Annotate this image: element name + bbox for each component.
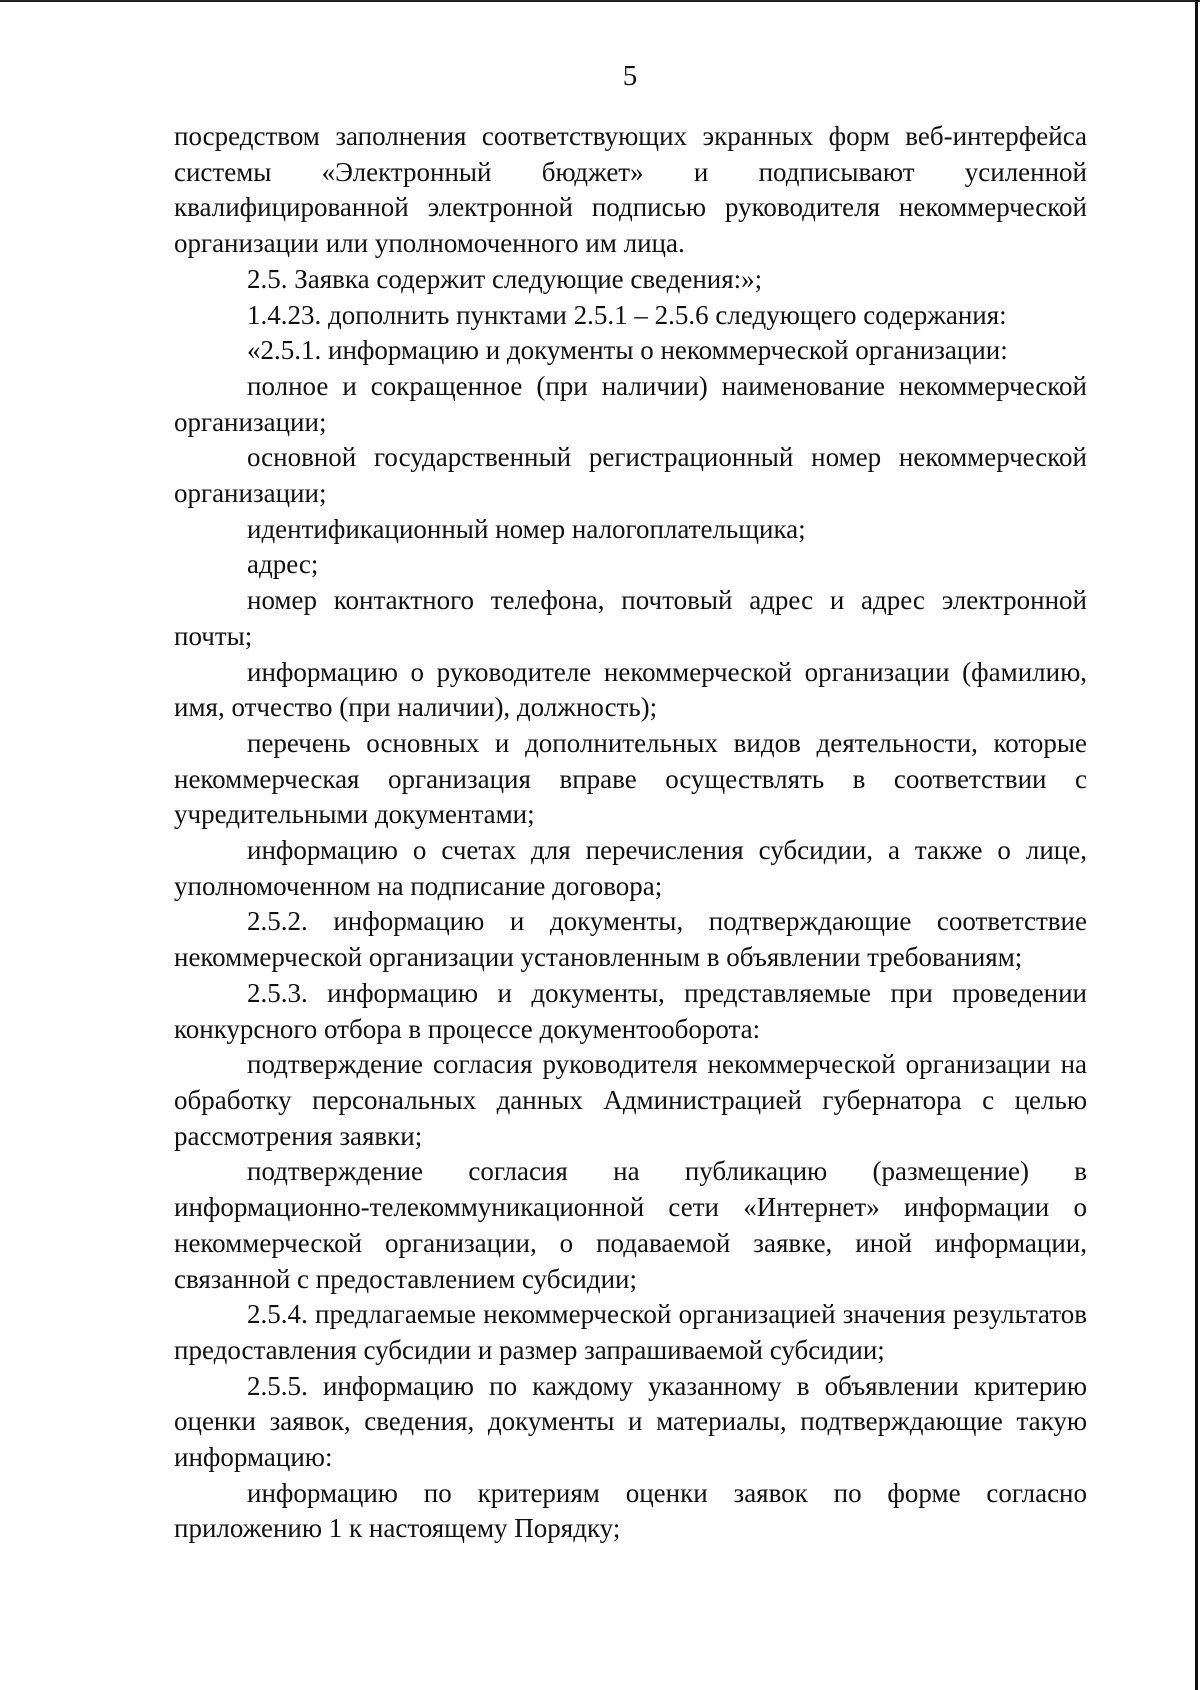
paragraph: полное и сокращенное (при наличии) наименование некоммерческой организации; <box>174 370 1087 437</box>
paragraph: посредством заполнения соответствующих экранных форм веб-интерфейса системы «Электронный бюджет» и подписывают усиленной квалифицированной электронной подписью руководителя некоммерческой организации или уполномоченного им лица. <box>174 121 1087 259</box>
scan-edge-top <box>0 0 1200 2</box>
scan-edge-right <box>1195 0 1198 1690</box>
paragraph: номер контактного телефона, почтовый адрес и адрес электронной почты; <box>174 585 1087 651</box>
paragraph: подтверждение согласия руководителя некоммерческой организации на обработку персональных данных Администрацией губернатора с целью рассмотрения заявки; <box>174 1049 1087 1151</box>
paragraph: 2.5.4. предлагаемые некоммерческой организацией значения результатов предоставления субсидии и размер запрашиваемой субсидии; <box>174 1299 1087 1365</box>
paragraph: адрес; <box>247 549 319 580</box>
paragraph: 2.5. Заявка содержит следующие сведения:»; <box>247 263 763 294</box>
paragraph: 2.5.5. информацию по каждому указанному в объявлении критерию оценки заявок, сведения, документы и материалы, подтверждающие такую информацию: <box>174 1370 1087 1473</box>
paragraph: перечень основных и дополнительных видов деятельности, которые некоммерческая организация вправе осуществлять в соответствии с учредительными документами; <box>174 727 1087 830</box>
paragraph: информацию о руководителе некоммерческой организации (фамилию, имя, отчество (при наличии), должность); <box>174 656 1087 723</box>
paragraph: подтверждение согласия на публикацию (размещение) в информационно-телекоммуникационной сети «Интернет» информации о некоммерческой организации, о подаваемой заявке, иной информации, связанной с предоставлением субсидии; <box>174 1156 1087 1294</box>
paragraph: информацию о счетах для перечисления субсидии, а также о лице, уполномоченном на подписание договора; <box>174 835 1087 901</box>
paragraph: идентификационный номер налогоплательщика; <box>247 513 806 544</box>
paragraph: основной государственный регистрационный номер некоммерческой организации; <box>174 442 1087 509</box>
paragraph: информацию по критериям оценки заявок по форме согласно приложению 1 к настоящему Порядку; <box>174 1477 1087 1544</box>
paragraph: 2.5.2. информацию и документы, подтверждающие соответствие некоммерческой организации установленным в объявлении требованиям; <box>174 906 1087 973</box>
paragraph: 2.5.3. информацию и документы, представляемые при проведении конкурсного отбора в процессе документооборота: <box>174 977 1087 1044</box>
paragraph: «2.5.1. информацию и документы о некоммерческой организации: <box>247 335 1008 366</box>
document-body <box>174 119 1087 1547</box>
page-number: 5 <box>622 60 638 92</box>
paragraph: 1.4.23. дополнить пунктами 2.5.1 – 2.5.6 следующего содержания: <box>247 299 1007 330</box>
